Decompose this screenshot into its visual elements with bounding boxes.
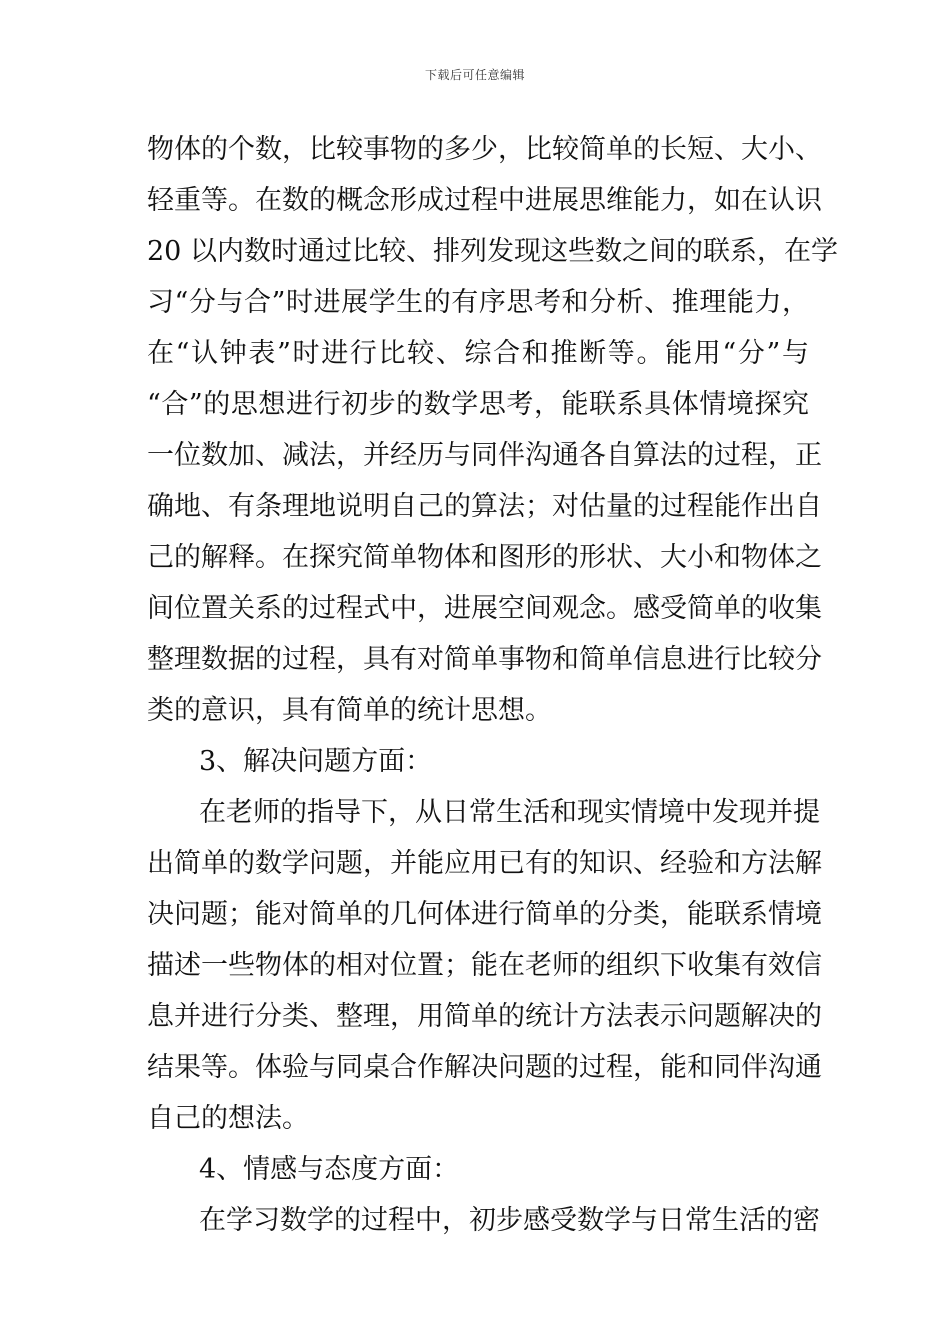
text-line: 息并进行分类、整理，用简单的统计方法表示问题解决的 [147, 1001, 822, 1032]
text-line: 整理数据的过程，具有对简单事物和简单信息进行比较分 [147, 644, 822, 675]
text-line: 己的解释。在探究简单物体和图形的形状、大小和物体之 [147, 542, 822, 573]
text-line: 在“认钟表”时进行比较、综合和推断等。能用“分”与 [147, 338, 809, 369]
document-body [147, 124, 838, 1246]
text-line: 确地、有条理地说明自己的算法；对估量的过程能作出自 [147, 491, 822, 522]
text-line: 出简单的数学问题，并能应用已有的知识、经验和方法解 [147, 848, 822, 879]
header-note: 下载后可任意编辑 [424, 68, 525, 82]
text-line: 在老师的指导下，从日常生活和现实情境中发现并提 [199, 797, 820, 828]
text-line: 一位数加、减法，并经历与同伴沟通各自算法的过程，正 [147, 440, 822, 471]
text-line: 类的意识，具有简单的统计思想。 [147, 695, 552, 726]
text-line: 20 以内数时通过比较、排列发现这些数之间的联系，在学 [147, 236, 838, 267]
text-line: 物体的个数，比较事物的多少，比较简单的长短、大小、 [147, 134, 822, 165]
text-line: “合”的思想进行初步的数学思考，能联系具体情境探究 [147, 389, 809, 420]
text-line: 自己的想法。 [147, 1103, 309, 1134]
text-line: 描述一些物体的相对位置；能在老师的组织下收集有效信 [147, 950, 822, 981]
text-line: 结果等。体验与同桌合作解决问题的过程，能和同伴沟通 [147, 1052, 822, 1083]
section-heading: 4、情感与态度方面： [199, 1154, 460, 1185]
text-line: 间位置关系的过程式中，进展空间观念。感受简单的收集 [147, 593, 822, 624]
section-heading: 3、解决问题方面： [199, 746, 433, 777]
text-line: 决问题；能对简单的几何体进行简单的分类，能联系情境 [147, 899, 822, 930]
text-line: 在学习数学的过程中，初步感受数学与日常生活的密 [199, 1205, 820, 1236]
text-line: 轻重等。在数的概念形成过程中进展思维能力，如在认识 [147, 185, 822, 216]
text-line: 习“分与合”时进展学生的有序思考和分析、推理能力， [147, 287, 809, 318]
